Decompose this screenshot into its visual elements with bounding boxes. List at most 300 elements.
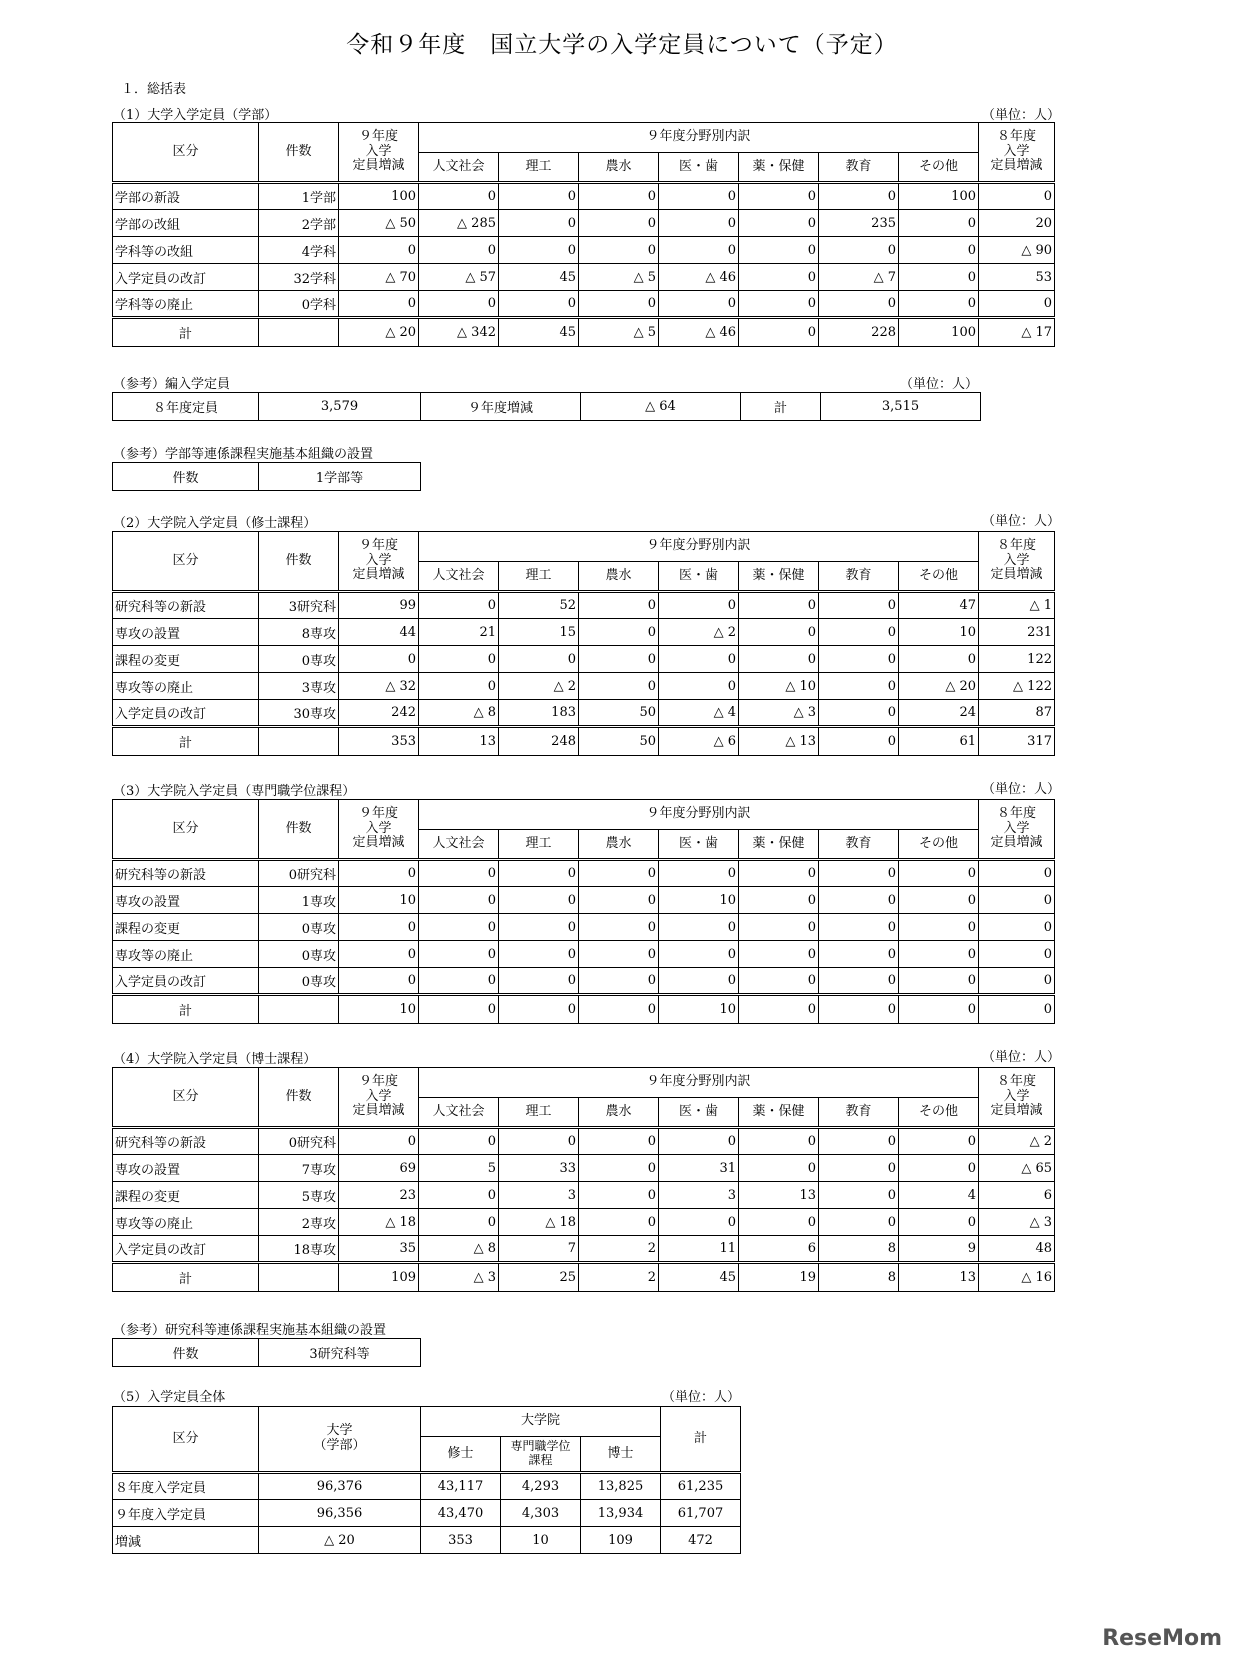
table-cell: 専攻の設置 <box>113 619 259 646</box>
table-ref3 <box>112 1338 421 1367</box>
table-cell: 53 <box>979 264 1055 291</box>
table1-label: （1）大学入学定員（学部） <box>113 108 278 123</box>
table-cell: 0 <box>659 592 739 619</box>
table-cell: 入学定員の改訂 <box>113 264 259 291</box>
table-cell: 4 <box>899 1182 979 1209</box>
col-header-kensu: 件数 <box>259 1068 339 1128</box>
table-cell: 48 <box>979 1236 1055 1263</box>
table-cell: 18専攻 <box>259 1236 339 1263</box>
total-cell: 228 <box>819 318 899 347</box>
table-cell: 0 <box>419 860 499 887</box>
total-cell: 2 <box>579 1263 659 1292</box>
table-cell: 7専攻 <box>259 1155 339 1182</box>
total-cell: 0 <box>819 727 899 756</box>
table2-unit: （単位：人） <box>982 514 1061 529</box>
col-header-field: ９年度分野別内訳 <box>419 123 979 153</box>
table-cell: 23 <box>339 1182 419 1209</box>
table-cell: 0 <box>819 1182 899 1209</box>
table-cell: 0 <box>579 887 659 914</box>
table-cell: 3 <box>499 1182 579 1209</box>
t5-cell: 96,376 <box>259 1473 421 1500</box>
col-header-field-item: 医・歯 <box>659 153 739 183</box>
table-cell: 0 <box>739 237 819 264</box>
table-cell: 0 <box>419 592 499 619</box>
total-cell: 0 <box>979 995 1055 1024</box>
table-cell: 11 <box>659 1236 739 1263</box>
t5-cell: △ 20 <box>259 1527 421 1554</box>
table-cell: 2専攻 <box>259 1209 339 1236</box>
t5-cell: 13,934 <box>581 1500 661 1527</box>
table-cell: 0 <box>579 1209 659 1236</box>
table-cell: 研究科等の新設 <box>113 860 259 887</box>
col-header-field-item: 人文社会 <box>419 562 499 592</box>
table-cell: 0 <box>659 237 739 264</box>
table-cell: 9 <box>899 1236 979 1263</box>
col-header-field-item: 理工 <box>499 830 579 860</box>
table-cell: 0 <box>739 914 819 941</box>
table-cell: 0 <box>899 291 979 318</box>
table-cell: 3専攻 <box>259 673 339 700</box>
table-cell: 0 <box>499 968 579 995</box>
table-cell: 0 <box>819 860 899 887</box>
table-cell: 0 <box>579 237 659 264</box>
table3-label: （3）大学院入学定員（専門職学位課程） <box>113 784 356 799</box>
table-ref2 <box>112 462 421 491</box>
table-cell: 13 <box>739 1182 819 1209</box>
table-cell: 0 <box>819 1155 899 1182</box>
total-cell: △ 5 <box>579 318 659 347</box>
col-header-kubun: 区分 <box>113 1068 259 1128</box>
table-cell: 0 <box>659 941 739 968</box>
table-cell: 0 <box>419 237 499 264</box>
table-cell: 0 <box>659 210 739 237</box>
col-header-field-item: 農水 <box>579 153 659 183</box>
table-cell: 0 <box>499 183 579 210</box>
table-cell: 0 <box>579 646 659 673</box>
table-cell: 0 <box>979 183 1055 210</box>
table-cell: 21 <box>419 619 499 646</box>
total-cell <box>259 318 339 347</box>
table-cell: 0専攻 <box>259 914 339 941</box>
table-cell: 0 <box>499 914 579 941</box>
table-cell: 45 <box>499 264 579 291</box>
table-cell: 0 <box>659 1128 739 1155</box>
table-cell: △ 3 <box>979 1209 1055 1236</box>
table-cell: 研究科等の新設 <box>113 592 259 619</box>
table3-unit: （単位：人） <box>982 782 1061 797</box>
table-cell: 0 <box>499 1128 579 1155</box>
table-cell: 0 <box>579 1155 659 1182</box>
table1-unit: （単位：人） <box>982 108 1061 123</box>
table-cell: 0専攻 <box>259 646 339 673</box>
table-cell: △ 32 <box>339 673 419 700</box>
table-cell: △ 90 <box>979 237 1055 264</box>
table-cell: 0 <box>739 183 819 210</box>
col-header-inc9: ９年度 入学 定員増減 <box>339 1068 419 1128</box>
table-cell: 0 <box>899 968 979 995</box>
t5-head-master: 修士 <box>421 1437 501 1473</box>
table-cell: 7 <box>499 1236 579 1263</box>
table-cell: 0 <box>899 1155 979 1182</box>
table-cell: 2 <box>579 1236 659 1263</box>
table-cell: 50 <box>579 700 659 727</box>
t5-cell: 4,293 <box>501 1473 581 1500</box>
t5-head-total: 計 <box>661 1407 741 1473</box>
table-cell: △ 18 <box>339 1209 419 1236</box>
col-header-field-item: 医・歯 <box>659 562 739 592</box>
table-cell: 0学科 <box>259 291 339 318</box>
t5-cell: 43,117 <box>421 1473 501 1500</box>
table-cell: 0 <box>419 646 499 673</box>
table-cell: 0 <box>499 646 579 673</box>
table-cell: 122 <box>979 646 1055 673</box>
table-cell: 入学定員の改訂 <box>113 700 259 727</box>
table-cell: 0 <box>739 1209 819 1236</box>
table-cell: 0 <box>899 1128 979 1155</box>
table-master <box>112 531 1055 756</box>
col-header-inc8: ８年度 入学 定員増減 <box>979 1068 1055 1128</box>
total-cell: △ 46 <box>659 318 739 347</box>
table-cell: 24 <box>899 700 979 727</box>
table-cell: 0 <box>579 860 659 887</box>
table-cell: 0 <box>499 291 579 318</box>
t5-cell: 109 <box>581 1527 661 1554</box>
table-cell: 0 <box>819 673 899 700</box>
total-cell <box>259 727 339 756</box>
table-cell: 0 <box>819 941 899 968</box>
table-cell: △ 50 <box>339 210 419 237</box>
ref1-cell: 計 <box>741 393 821 421</box>
table4-unit: （単位：人） <box>982 1050 1061 1065</box>
table-cell: 0 <box>419 968 499 995</box>
col-header-field-item: 農水 <box>579 1098 659 1128</box>
table-cell: 0研究科 <box>259 1128 339 1155</box>
col-header-kubun: 区分 <box>113 532 259 592</box>
table-cell: 0 <box>819 887 899 914</box>
table-cell: 6 <box>739 1236 819 1263</box>
col-header-field-item: 教育 <box>819 1098 899 1128</box>
table-cell: 3研究科 <box>259 592 339 619</box>
table-cell: △ 1 <box>979 592 1055 619</box>
col-header-inc8: ８年度 入学 定員増減 <box>979 123 1055 183</box>
table-cell: 0 <box>979 968 1055 995</box>
col-header-kubun: 区分 <box>113 800 259 860</box>
table-cell: 69 <box>339 1155 419 1182</box>
total-cell: 50 <box>579 727 659 756</box>
table-cell: 0 <box>739 592 819 619</box>
table-cell: 0 <box>819 1209 899 1236</box>
t5-cell: ９年度入学定員 <box>113 1500 259 1527</box>
table-cell: 0専攻 <box>259 968 339 995</box>
ref1-label: （参考）編入学定員 <box>113 377 231 392</box>
table-cell: 0 <box>899 264 979 291</box>
table5-label: （5）入学定員全体 <box>113 1390 226 1405</box>
table-cell: 100 <box>899 183 979 210</box>
table-cell: 0 <box>659 968 739 995</box>
table-cell: △ 8 <box>419 700 499 727</box>
total-cell: 10 <box>659 995 739 1024</box>
table-cell: 0 <box>579 941 659 968</box>
col-header-field-item: 農水 <box>579 562 659 592</box>
total-cell: △ 17 <box>979 318 1055 347</box>
table-cell: 183 <box>499 700 579 727</box>
total-cell: 13 <box>899 1263 979 1292</box>
col-header-field: ９年度分野別内訳 <box>419 532 979 562</box>
table-cell: 入学定員の改訂 <box>113 968 259 995</box>
col-header-field-item: 理工 <box>499 1098 579 1128</box>
ref1-cell: ９年度増減 <box>421 393 581 421</box>
table-cell: 課程の変更 <box>113 914 259 941</box>
table-cell: 242 <box>339 700 419 727</box>
col-header-kubun: 区分 <box>113 123 259 183</box>
total-cell: 10 <box>339 995 419 1024</box>
total-cell: 計 <box>113 1263 259 1292</box>
col-header-field-item: 人文社会 <box>419 153 499 183</box>
table-cell: △ 3 <box>739 700 819 727</box>
table-cell: 0 <box>899 237 979 264</box>
ref2-label: （参考）学部等連係課程実施基本組織の設置 <box>113 447 374 462</box>
table-transfer <box>112 392 981 421</box>
table-cell: 0 <box>739 646 819 673</box>
table-cell: 52 <box>499 592 579 619</box>
ref1-cell: △ 64 <box>581 393 741 421</box>
table-cell: 0 <box>419 914 499 941</box>
table-cell: 0 <box>739 968 819 995</box>
table-cell: 0 <box>419 183 499 210</box>
total-cell: 317 <box>979 727 1055 756</box>
col-header-field-item: 農水 <box>579 830 659 860</box>
t5-head-grad: 大学院 <box>421 1407 661 1437</box>
t5-cell: 10 <box>501 1527 581 1554</box>
total-cell: 8 <box>819 1263 899 1292</box>
table-cell: 0 <box>979 291 1055 318</box>
col-header-field-item: 教育 <box>819 153 899 183</box>
table-total <box>112 1406 741 1554</box>
total-cell: △ 342 <box>419 318 499 347</box>
total-cell: 61 <box>899 727 979 756</box>
table-cell: 0 <box>899 914 979 941</box>
col-header-field-item: その他 <box>899 153 979 183</box>
table-cell: △ 122 <box>979 673 1055 700</box>
col-header-field-item: 医・歯 <box>659 1098 739 1128</box>
page-title: 令和９年度 国立大学の入学定員について（予定） <box>346 32 898 58</box>
table-cell: 3 <box>659 1182 739 1209</box>
table-cell: 0 <box>339 1128 419 1155</box>
table-cell: 15 <box>499 619 579 646</box>
table-cell: 0 <box>579 914 659 941</box>
table-cell: △ 7 <box>819 264 899 291</box>
table-cell: 8 <box>819 1236 899 1263</box>
table-cell: 0 <box>579 1182 659 1209</box>
table-cell: 0 <box>339 941 419 968</box>
table-cell: 0 <box>659 914 739 941</box>
table-cell: 0 <box>899 1209 979 1236</box>
ref1-unit: （単位：人） <box>900 377 979 392</box>
table-cell: 8専攻 <box>259 619 339 646</box>
table-cell: 0 <box>819 183 899 210</box>
total-cell: 248 <box>499 727 579 756</box>
col-header-field-item: その他 <box>899 830 979 860</box>
col-header-field: ９年度分野別内訳 <box>419 800 979 830</box>
t5-head-kubun: 区分 <box>113 1407 259 1473</box>
table-cell: △ 2 <box>499 673 579 700</box>
t5-cell: 4,303 <box>501 1500 581 1527</box>
table-cell: 1学部 <box>259 183 339 210</box>
table-cell: 0 <box>339 968 419 995</box>
table-cell: 0 <box>739 619 819 646</box>
table-cell: 0 <box>659 291 739 318</box>
table-cell: △ 2 <box>979 1128 1055 1155</box>
col-header-kensu: 件数 <box>259 800 339 860</box>
table-cell: 専攻の設置 <box>113 887 259 914</box>
table-cell: 0 <box>499 210 579 237</box>
table-cell: 0 <box>579 1128 659 1155</box>
table-cell: 研究科等の新設 <box>113 1128 259 1155</box>
table4-label: （4）大学院入学定員（博士課程） <box>113 1052 317 1067</box>
table-cell: 0専攻 <box>259 941 339 968</box>
col-header-field-item: 薬・保健 <box>739 562 819 592</box>
ref1-cell: ８年度定員 <box>113 393 259 421</box>
table-cell: 0 <box>499 860 579 887</box>
col-header-field-item: 理工 <box>499 153 579 183</box>
total-cell: 0 <box>819 995 899 1024</box>
table-cell: 0 <box>419 887 499 914</box>
total-cell: 0 <box>499 995 579 1024</box>
table-cell: 0 <box>819 291 899 318</box>
ref1-cell: 3,579 <box>259 393 421 421</box>
table-cell: 10 <box>899 619 979 646</box>
table-cell: 10 <box>339 887 419 914</box>
table-cell: 0 <box>419 1209 499 1236</box>
table-cell: 32学科 <box>259 264 339 291</box>
table-professional <box>112 799 1055 1024</box>
table-cell: 0 <box>659 183 739 210</box>
table-cell: 課程の変更 <box>113 646 259 673</box>
table-cell: 0 <box>579 619 659 646</box>
table-undergrad <box>112 122 1055 347</box>
col-header-inc9: ９年度 入学 定員増減 <box>339 532 419 592</box>
table-cell: 0 <box>579 968 659 995</box>
t5-cell: ８年度入学定員 <box>113 1473 259 1500</box>
t5-cell: 61,707 <box>661 1500 741 1527</box>
total-cell: △ 16 <box>979 1263 1055 1292</box>
total-cell: 19 <box>739 1263 819 1292</box>
watermark-logo: ReseMom <box>1102 1626 1222 1651</box>
table5-unit: （単位：人） <box>662 1390 741 1405</box>
t5-cell: 96,356 <box>259 1500 421 1527</box>
total-cell: 0 <box>739 318 819 347</box>
total-cell: 計 <box>113 318 259 347</box>
table-cell: 87 <box>979 700 1055 727</box>
table-cell: 231 <box>979 619 1055 646</box>
table-cell: 0 <box>419 1128 499 1155</box>
total-cell: 0 <box>579 995 659 1024</box>
table-cell: △ 18 <box>499 1209 579 1236</box>
table-cell: △ 20 <box>899 673 979 700</box>
table-cell: 0 <box>659 1209 739 1236</box>
table-cell: 0 <box>819 619 899 646</box>
total-cell: 計 <box>113 995 259 1024</box>
table-cell: 100 <box>339 183 419 210</box>
total-cell: 0 <box>739 995 819 1024</box>
col-header-field-item: 薬・保健 <box>739 830 819 860</box>
ref3-cell: 件数 <box>113 1339 259 1367</box>
table-cell: 0 <box>819 968 899 995</box>
table-cell: 0 <box>899 860 979 887</box>
table-cell: 2学部 <box>259 210 339 237</box>
table-cell: 0 <box>739 1155 819 1182</box>
table-cell: 0 <box>739 264 819 291</box>
table-cell: 学部の改組 <box>113 210 259 237</box>
table-cell: 0 <box>339 646 419 673</box>
table-cell: 0 <box>979 914 1055 941</box>
table-cell: 0 <box>819 1128 899 1155</box>
table-cell: 0 <box>739 941 819 968</box>
col-header-field-item: 薬・保健 <box>739 1098 819 1128</box>
table-cell: 0 <box>419 673 499 700</box>
table-cell: 入学定員の改訂 <box>113 1236 259 1263</box>
table-cell: 5 <box>419 1155 499 1182</box>
col-header-field-item: 人文社会 <box>419 830 499 860</box>
table-cell: 0 <box>579 291 659 318</box>
table-cell: △ 65 <box>979 1155 1055 1182</box>
col-header-field-item: 薬・保健 <box>739 153 819 183</box>
t5-head-doctor: 博士 <box>581 1437 661 1473</box>
total-cell <box>259 1263 339 1292</box>
table-cell: 0 <box>659 860 739 887</box>
table-cell: 0 <box>499 941 579 968</box>
table-cell: 0 <box>659 673 739 700</box>
total-cell: 計 <box>113 727 259 756</box>
table-cell: 5専攻 <box>259 1182 339 1209</box>
t5-cell: 472 <box>661 1527 741 1554</box>
table-cell: 0 <box>819 914 899 941</box>
table-doctor <box>112 1067 1055 1292</box>
table-cell: 0 <box>339 860 419 887</box>
table-cell: 44 <box>339 619 419 646</box>
table-cell: △ 70 <box>339 264 419 291</box>
total-cell: 353 <box>339 727 419 756</box>
table-cell: 0 <box>659 646 739 673</box>
table-cell: 0 <box>339 914 419 941</box>
table-cell: 専攻等の廃止 <box>113 1209 259 1236</box>
total-cell <box>259 995 339 1024</box>
table-cell: 6 <box>979 1182 1055 1209</box>
table-cell: 0 <box>739 887 819 914</box>
table-cell: 0 <box>899 646 979 673</box>
table2-label: （2）大学院入学定員（修士課程） <box>113 516 317 531</box>
table-cell: 1専攻 <box>259 887 339 914</box>
col-header-field: ９年度分野別内訳 <box>419 1068 979 1098</box>
t5-cell: 43,470 <box>421 1500 501 1527</box>
total-cell: △ 20 <box>339 318 419 347</box>
t5-cell: 353 <box>421 1527 501 1554</box>
table-cell: 0 <box>739 860 819 887</box>
table-cell: 課程の変更 <box>113 1182 259 1209</box>
table-cell: 235 <box>819 210 899 237</box>
table-cell: 0 <box>579 592 659 619</box>
total-cell: △ 13 <box>739 727 819 756</box>
table-cell: 33 <box>499 1155 579 1182</box>
ref2-cell: 1学部等 <box>259 463 421 491</box>
table-cell: 0 <box>899 210 979 237</box>
table-cell: 20 <box>979 210 1055 237</box>
table-cell: 0 <box>819 592 899 619</box>
table-cell: △ 10 <box>739 673 819 700</box>
total-cell: 100 <box>899 318 979 347</box>
col-header-inc8: ８年度 入学 定員増減 <box>979 800 1055 860</box>
t5-cell: 増減 <box>113 1527 259 1554</box>
